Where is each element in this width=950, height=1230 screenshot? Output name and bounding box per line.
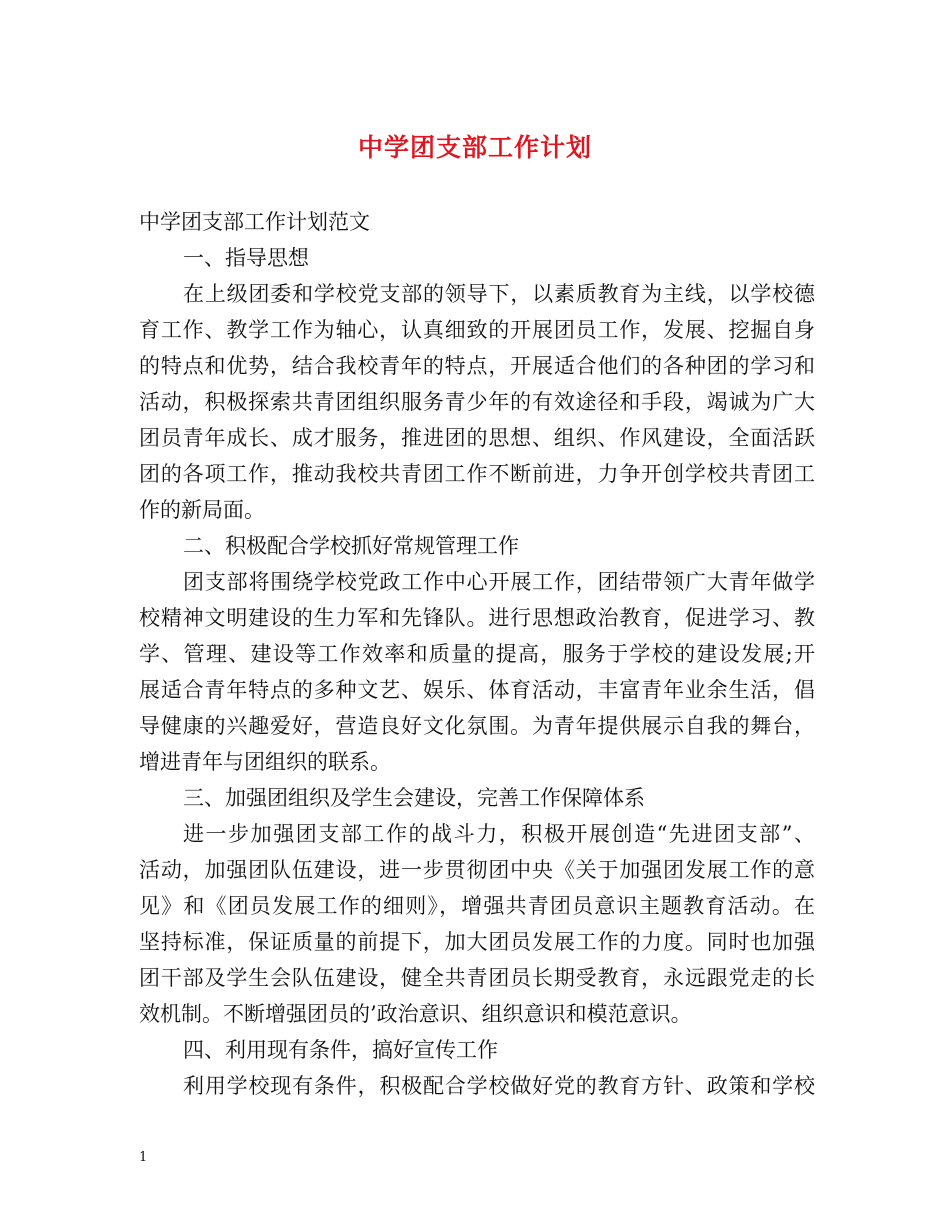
body-line: 增进青年与团组织的联系。 <box>139 750 391 774</box>
body-line: 团支部将围绕学校党政工作中心开展工作，团结带领广大青年做学 <box>183 570 815 594</box>
section-heading: 二、积极配合学校抓好常规管理工作 <box>183 534 519 558</box>
body-line: 的特点和优势，结合我校青年的特点，开展适合他们的各种团的学习和 <box>139 354 815 378</box>
body-line: 坚持标准，保证质量的前提下，加大团员发展工作的力度。同时也加强 <box>139 930 815 954</box>
body-line: 活动，加强团队伍建设，进一步贯彻团中央《关于加强团发展工作的意 <box>139 858 815 882</box>
body-line: 作的新局面。 <box>139 498 265 522</box>
body-line: 团员青年成长、成才服务，推进团的思想、组织、作风建设，全面活跃 <box>139 426 815 450</box>
body-line: 见》和《团员发展工作的细则》，增强共青团员意识主题教育活动。在 <box>139 894 815 918</box>
section-heading: 三、加强团组织及学生会建设，完善工作保障体系 <box>183 786 645 810</box>
document-title: 中学团支部工作计划 <box>357 133 592 162</box>
section-heading: 四、利用现有条件，搞好宣传工作 <box>183 1038 498 1062</box>
body-line: 团干部及学生会队伍建设，健全共青团员长期受教育，永远跟党走的长 <box>139 966 815 990</box>
body-line: 效机制。不断增强团员的’政治意识、组织意识和模范意识。 <box>139 1002 692 1026</box>
body-line: 活动，积极探索共青团组织服务青少年的有效途径和手段，竭诚为广大 <box>139 390 815 414</box>
body-line: 育工作、教学工作为轴心，认真细致的开展团员工作，发展、挖掘自身 <box>139 318 815 342</box>
body-line: 在上级团委和学校党支部的领导下，以素质教育为主线，以学校德 <box>183 282 815 306</box>
document-body <box>139 204 815 1104</box>
body-line: 校精神文明建设的生力军和先锋队。进行思想政治教育，促进学习、教 <box>139 606 815 630</box>
section-heading: 一、指导思想 <box>183 246 309 270</box>
body-line: 进一步加强团支部工作的战斗力，积极开展创造“先进团支部”、 <box>183 822 815 846</box>
body-line: 团的各项工作，推动我校共青团工作不断前进，力争开创学校共青团工 <box>139 462 815 486</box>
body-line: 展适合青年特点的多种文艺、娱乐、体育活动，丰富青年业余生活，倡 <box>139 678 815 702</box>
page-number: 1 <box>139 1150 148 1165</box>
body-line: 中学团支部工作计划范文 <box>139 210 370 234</box>
body-line: 导健康的兴趣爱好，营造良好文化氛围。为青年提供展示自我的舞台， <box>139 714 815 738</box>
body-line: 利用学校现有条件，积极配合学校做好党的教育方针、政策和学校 <box>183 1074 815 1098</box>
body-line: 学、管理、建设等工作效率和质量的提高，服务于学校的建设发展;开 <box>139 642 815 666</box>
